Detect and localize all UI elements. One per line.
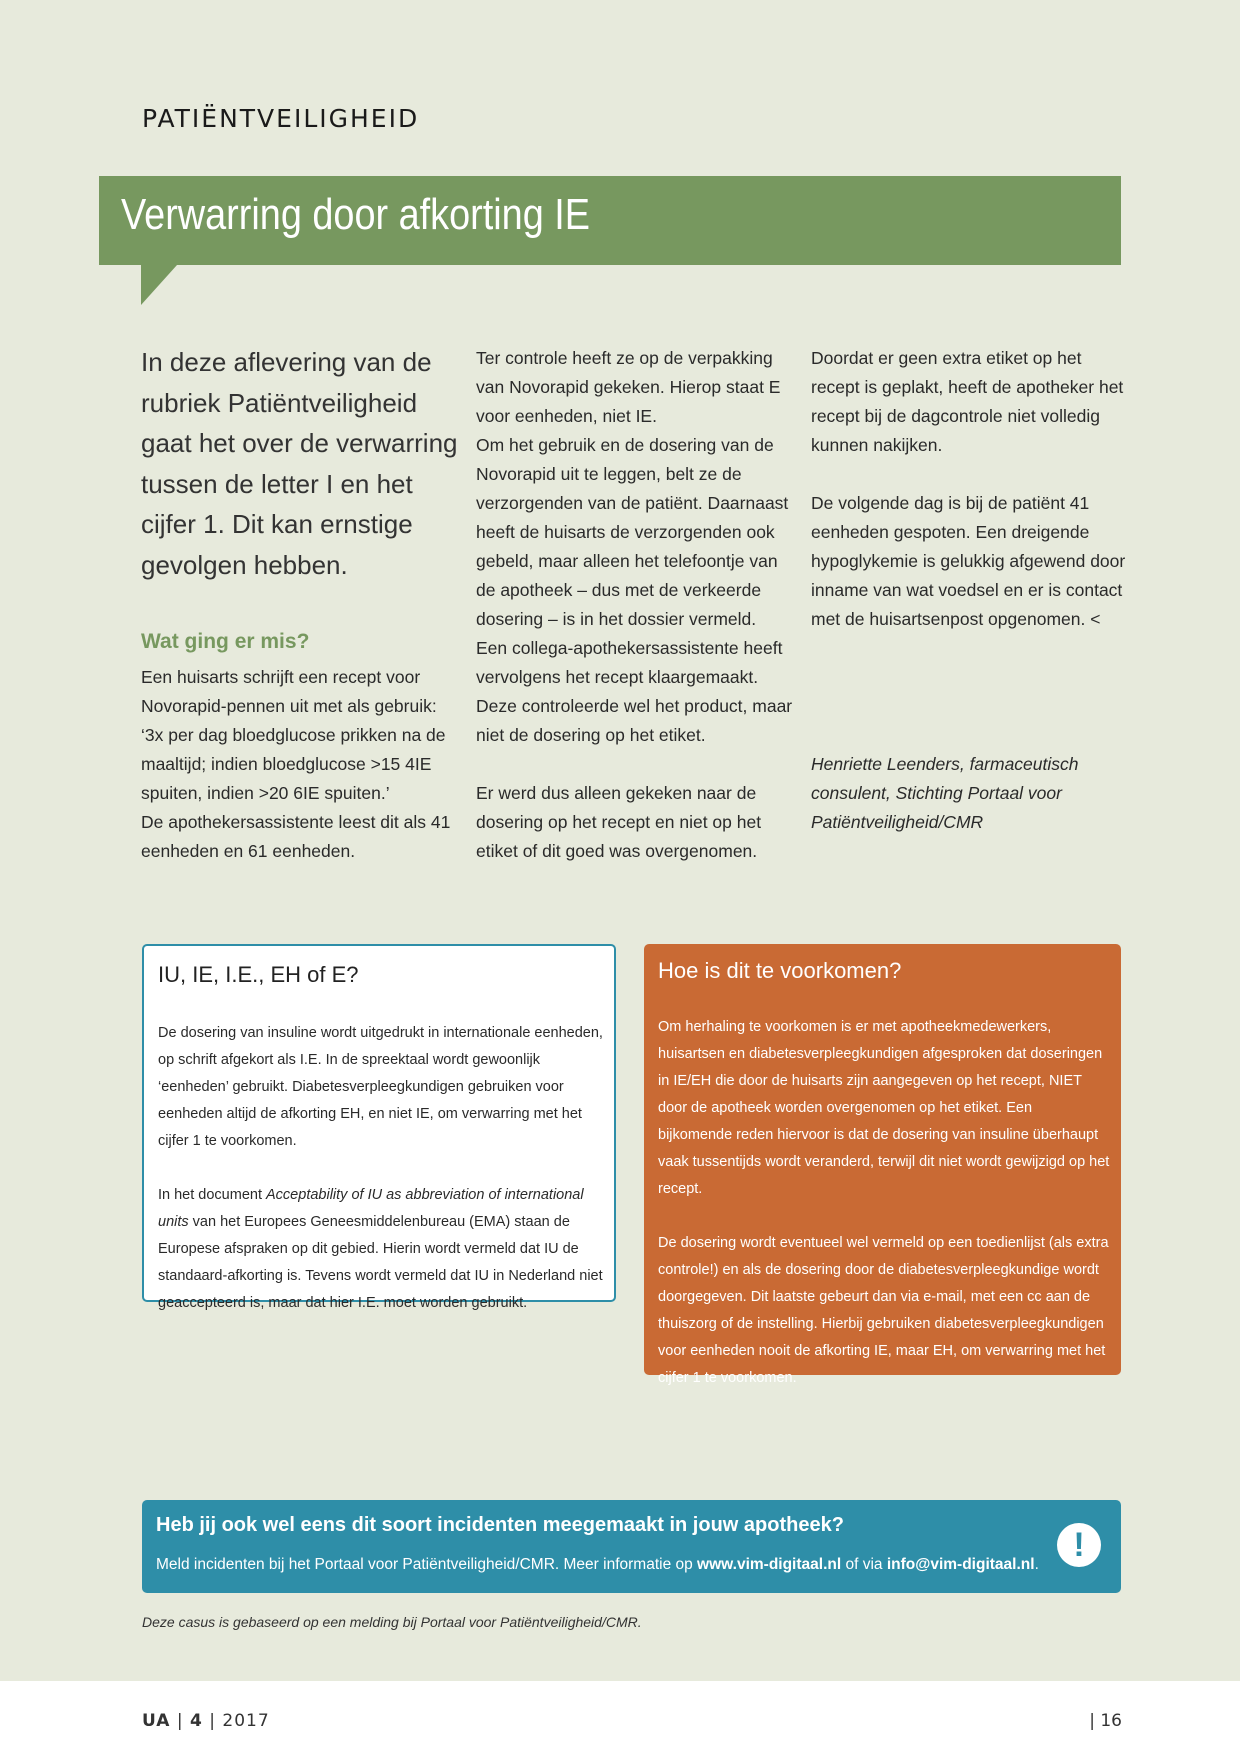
column-3: [811, 344, 1131, 837]
info-box-abbreviations: [142, 944, 616, 1311]
column-2: [476, 344, 801, 866]
author-credit: Henriette Leenders, farmaceutisch consulent, Stichting Portaal voor Patiëntveiligheid/CMR: [811, 754, 1079, 832]
paragraph: Er werd dus alleen gekeken naar de dosering op het recept en niet op het etiket of dit goed was overgenomen.: [476, 783, 762, 861]
website-link[interactable]: www.vim-digitaal.nl: [697, 1556, 842, 1573]
cta-title: Heb jij ook wel eens dit soort incidenten meegemaakt in jouw apotheek?: [156, 1514, 844, 1536]
call-to-action-box: [142, 1500, 1121, 1593]
paragraph: Om het gebruik en de dosering van de Novorapid uit te leggen, belt ze de verzorgenden van de patiënt. Daarnaast heeft de huisarts de verzorgenden ook gebeld, maar alleen het telefoontje van de apotheek – dus met de verkeerde dosering – is in het dossier vermeld.: [476, 435, 789, 629]
info-box-body: [158, 1020, 604, 1317]
intro-text: In deze aflevering van de rubriek Patiëntveiligheid gaat het over de verwarring tussen de letter I en het cijfer 1. Dit kan ernstige gevolgen hebben.: [141, 347, 458, 580]
info-box-prevention: [644, 944, 1121, 1386]
cta-text: Meld incidenten bij het Portaal voor Patiëntveiligheid/CMR. Meer informatie op www.vim-digitaal.nl of via info@vim-digitaal.nl.: [156, 1556, 1039, 1573]
paragraph: Ter controle heeft ze op de verpakking van Novorapid gekeken. Hierop staat E voor eenheden, niet IE.: [476, 348, 781, 426]
source-note: Deze casus is gebaseerd op een melding bij Portaal voor Patiëntveiligheid/CMR.: [142, 1614, 642, 1630]
column-1: [141, 663, 461, 866]
info-box-title: Hoe is dit te voorkomen?: [658, 958, 902, 983]
paragraph: Doordat er geen extra etiket op het recept is geplakt, heeft de apotheker het recept bij de dagcontrole niet volledig kunnen nakijken.: [811, 348, 1124, 455]
exclamation-icon: !: [1057, 1523, 1101, 1567]
info-box-body: [658, 1014, 1110, 1392]
title-banner: [99, 176, 1121, 265]
paragraph: De dosering van insuline wordt uitgedrukt in internationale eenheden, op schrift afgekort als I.E. In de spreektaal wordt gewoonlijk ‘eenheden’ gebruikt. Diabetesverpleegkundigen gebruiken voor eenheden altijd de afkorting EH, en niet IE, om verwarring met het cijfer 1 te voorkomen.: [158, 1025, 603, 1149]
page-number: | 16: [1089, 1711, 1122, 1731]
info-box-title: IU, IE, I.E., EH of E?: [158, 962, 359, 987]
paragraph: Om herhaling te voorkomen is er met apotheekmedewerkers, huisartsen en diabetesverpleegkundigen afgesproken dat doseringen in IE/EH die door de huisarts zijn aangegeven op het recept, NIET door de apotheek worden overgenomen op het etiket. Een bijkomende reden hiervoor is dat de dosering van insuline überhaupt vaak tussentijds wordt veranderd, terwijl dit niet wordt gewijzigd op het recept.: [658, 1019, 1110, 1197]
subheading-what-went-wrong: Wat ging er mis?: [141, 630, 310, 653]
paragraph: In het document Acceptability of IU as abbreviation of international units van het Europees Geneesmiddelenbureau (EMA) staan de Europese afspraken op dit gebied. Hierin wordt vermeld dat IU de standaard-afkorting is. Tevens wordt vermeld dat IU in Nederland niet geaccepteerd is, maar dat hier I.E. moet worden gebruikt.: [158, 1187, 603, 1311]
article-title: Verwarring door afkorting IE: [121, 190, 591, 239]
paragraph: De dosering wordt eventueel wel vermeld op een toedienlijst (als extra controle!) en als de dosering door de diabetesverpleegkundige wordt doorgegeven. Dit laatste gebeurt dan via e-mail, met een cc aan de thuiszorg of de instelling. Hierbij gebruiken diabetesverpleegkundigen voor eenheden nooit de afkorting IE, maar EH, om verwarring met het cijfer 1 te voorkomen.: [658, 1235, 1109, 1386]
page-footer: [0, 1681, 1240, 1753]
paragraph: De apothekersassistente leest dit als 41 eenheden en 61 eenheden.: [141, 812, 451, 861]
speech-bubble-tail: [141, 265, 177, 305]
document-title: Acceptability of IU as abbreviation of international units: [158, 1187, 584, 1230]
paragraph: De volgende dag is bij de patiënt 41 eenheden gespoten. Een dreigende hypoglykemie is gelukkig afgewend door inname van wat voedsel en er is contact met de huisartsenpost opgenomen. <: [811, 493, 1126, 629]
paragraph: Een huisarts schrijft een recept voor Novorapid-pennen uit met als gebruik: ‘3x per dag bloedglucose prikken na de maaltijd; indien bloedglucose >15 4IE spuiten, indien >20 6IE spuiten.’: [141, 667, 446, 803]
section-label: PATIËNTVEILIGHEID: [142, 104, 420, 133]
paragraph: Een collega-apothekersassistente heeft vervolgens het recept klaargemaakt. Deze controleerde wel het product, maar niet de dosering op het etiket.: [476, 638, 793, 745]
email-link[interactable]: info@vim-digitaal.nl: [886, 1556, 1035, 1573]
footer-publication: UA | 4 | 2017: [142, 1711, 270, 1731]
